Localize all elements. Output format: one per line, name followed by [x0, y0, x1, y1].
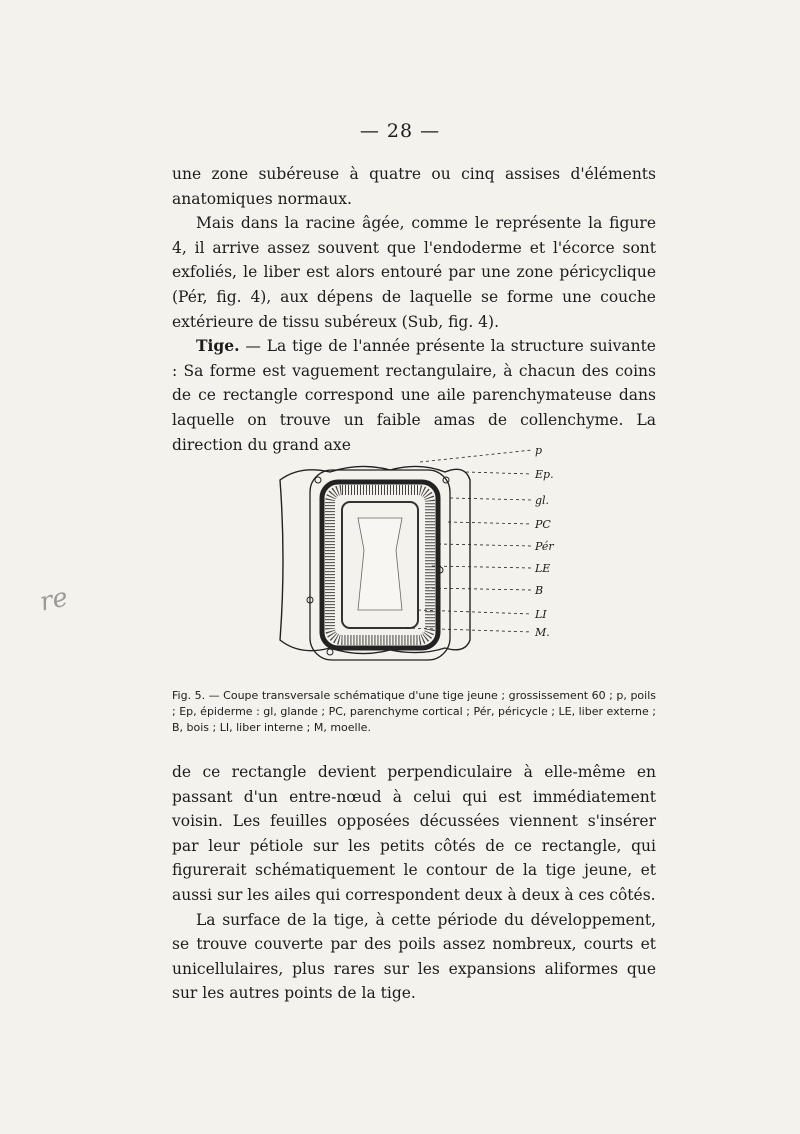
label-li: LI: [535, 608, 547, 621]
label-per: Pér: [535, 540, 554, 553]
section-heading: Tige.: [196, 336, 240, 356]
label-pc: PC: [535, 518, 551, 531]
paragraph: une zone subéreuse à quatre ou cinq assises d'éléments anatomiques normaux.: [172, 165, 656, 208]
figure-stem-cross-section: [270, 440, 560, 680]
paragraph: Mais dans la racine âgée, comme le représente la figure 4, il arrive assez souvent que l'endoderme et l'écorce sont exfoliés, le liber est alors entouré par une zone péricyclique (Pér, fig. 4), aux dépens de laquelle se forme une couche extérieure de tissu subéreux (Sub, fig. 4).: [172, 214, 656, 331]
gland-mark: [315, 477, 321, 483]
label-le: LE: [535, 562, 551, 575]
label-ep: Ep.: [535, 468, 554, 481]
label-m: M.: [535, 626, 550, 639]
text-block-top: [172, 162, 656, 457]
label-b: B: [535, 584, 544, 597]
paragraph: La surface de la tige, à cette période du développement, se trouve couverte par des poils assez nombreux, courts et unicellulaires, plus rares sur les expansions aliformes que sur les autres points de la tige.: [172, 910, 656, 1003]
label-p: p: [535, 444, 543, 457]
page-number: — 28 —: [359, 120, 441, 142]
paragraph-text: — La tige de l'année présente la structure suivante : Sa forme est vaguement rectangulaire, à chacun des coins de ce rectangle correspond une aile parenchymateuse dans laquelle on trouve un faible amas de collenchyme. La direction du grand axe: [172, 337, 656, 454]
pith: [358, 518, 402, 610]
margin-annotation: re: [37, 582, 71, 618]
paragraph-tige: [172, 334, 656, 457]
figure-caption: Fig. 5. — Coupe transversale schématique d'une tige jeune ; grossissement 60 ; p, poils ; Ep, épiderme : gl, glande ; PC, parenchyme cortical ; Pér, péricycle ; LE, liber externe ; B, bois ; LI, liber interne ; M, moelle.: [172, 689, 656, 734]
paragraph: de ce rectangle devient perpendiculaire à elle-même en passant d'un entre-nœud à celui qui est immédiatement voisin. Les feuilles opposées décussées viennent s'insérer par leur pétiole sur les petits côtés de ce rectangle, qui figurerait schématiquement le contour de la tige jeune, et aussi sur les ailes qui correspondent deux à deux à ces côtés.: [172, 763, 656, 904]
text-block-bottom: [172, 760, 656, 1006]
stem-diagram: [270, 440, 560, 680]
label-gl: gl.: [535, 494, 550, 507]
gland-mark: [327, 649, 333, 655]
